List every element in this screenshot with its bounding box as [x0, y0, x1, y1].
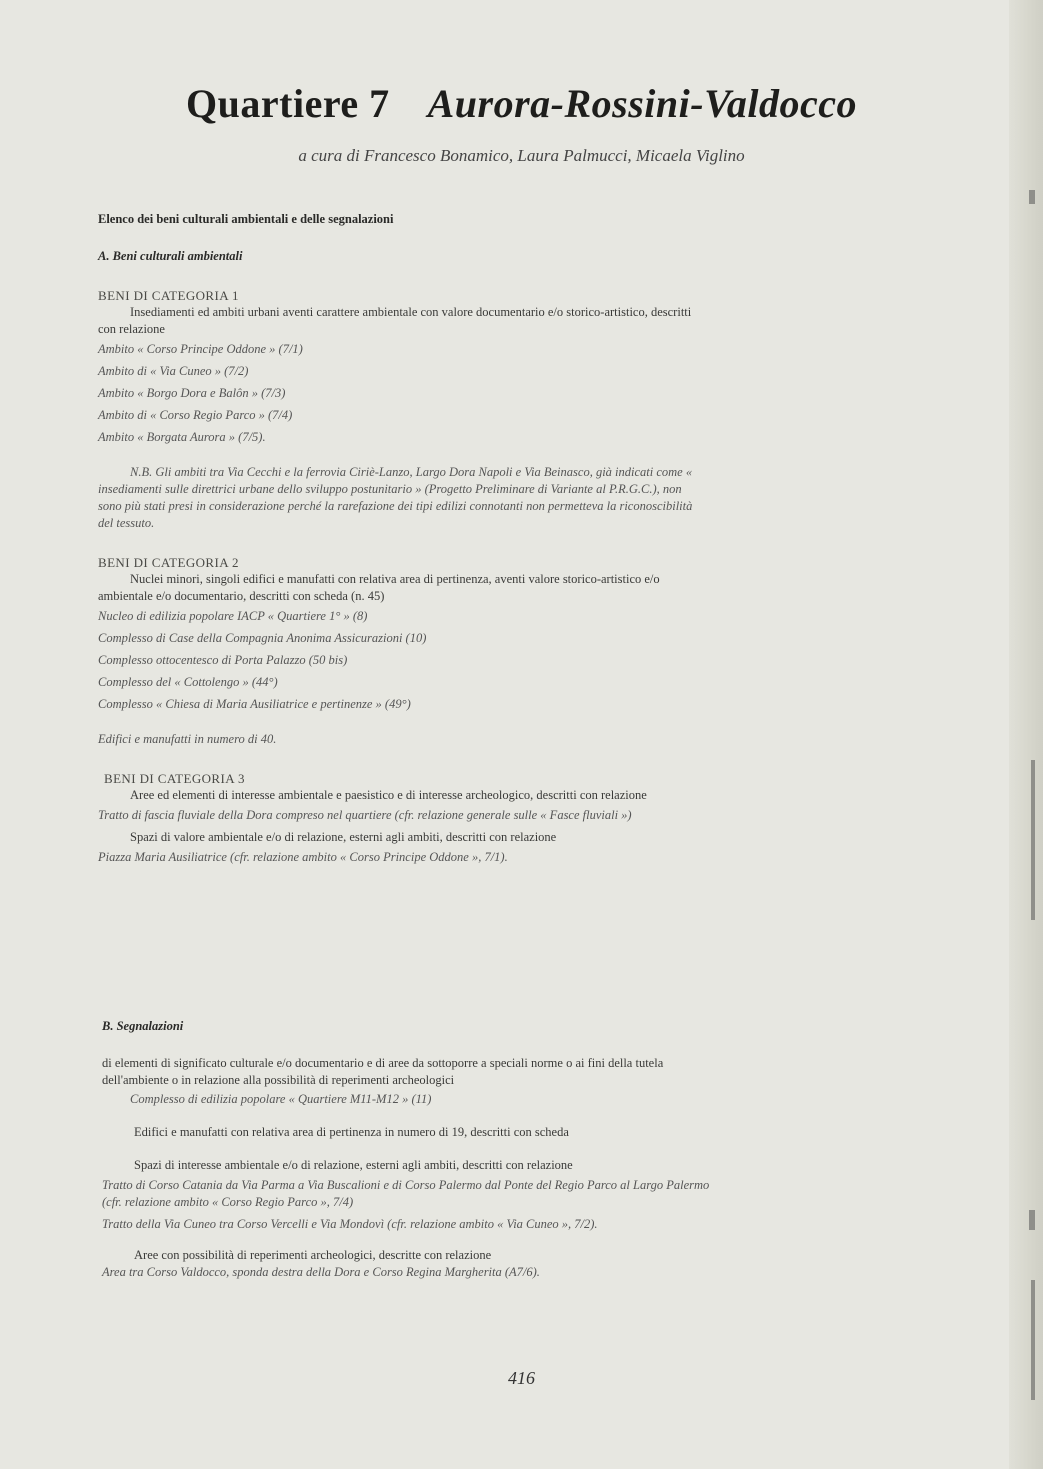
cat1-item: Ambito « Corso Principe Oddone » (7/1): [98, 342, 303, 356]
cat2-description: Nuclei minori, singoli edifici e manufatti con relativa area di pertinenza, aventi valore storico-artistico e/o ambientale e/o documentario, descritti con scheda (n. 45): [98, 572, 660, 603]
cat2-item: Complesso ottocentesco di Porta Palazzo (50 bis): [98, 653, 348, 667]
page-subtitle: a cura di Francesco Bonamico, Laura Palmucci, Micaela Viglino: [298, 146, 745, 165]
segnalazione-edifici: Edifici e manufatti con relativa area di pertinenza in numero di 19, descritti con scheda: [134, 1125, 569, 1139]
cat3-item: Piazza Maria Ausiliatrice (cfr. relazione ambito « Corso Principe Oddone », 7/1).: [98, 850, 508, 864]
cat1-item: Ambito « Borgata Aurora » (7/5).: [98, 430, 266, 444]
cat1-item: Ambito di « Via Cuneo » (7/2): [98, 364, 249, 378]
page-number: 416: [508, 1368, 535, 1388]
segnalazione-item: Tratto della Via Cuneo tra Corso Vercelli e Via Mondovì (cfr. relazione ambito « Via Cuneo », 7/2).: [102, 1217, 598, 1231]
segnalazione-item: Area tra Corso Valdocco, sponda destra della Dora e Corso Regina Margherita (A7/6).: [102, 1265, 540, 1279]
cat3-description: Aree ed elementi di interesse ambientale e paesistico e di interesse archeologico, descritti con relazione: [130, 788, 647, 802]
segnalazione-spazi: Spazi di interesse ambientale e/o di relazione, esterni agli ambiti, descritti con relazione: [134, 1158, 573, 1172]
title-number: Quartiere 7: [186, 81, 390, 126]
title-place: Aurora-Rossini-Valdocco: [427, 81, 857, 126]
section-a-heading: A. Beni culturali ambientali: [98, 249, 243, 263]
segnalazione-item: Complesso di edilizia popolare « Quartiere M11-M12 » (11): [130, 1092, 432, 1106]
edge-mark: [1029, 190, 1035, 204]
section-b-intro: di elementi di significato culturale e/o documentario e di aree da sottoporre a speciali norme o ai fini della tutela dell'ambiente o in relazione alla possibilità di reperimenti archeologici: [102, 1056, 664, 1087]
cat1-note: N.B. Gli ambiti tra Via Cecchi e la ferrovia Ciriè-Lanzo, Largo Dora Napoli e Via Beinasco, già indicati come « insediamenti sulle direttrici urbane dello sviluppo postunitario » (Progetto Preliminare di Variante al P.R.G.C.), non sono più stati presi in considerazione perché la rarefazione dei tipi edilizi connotanti non permetteva la riconoscibilità del tessuto.: [98, 465, 693, 530]
cat1-title: BENI DI CATEGORIA 1: [98, 288, 239, 303]
edge-mark: [1029, 1210, 1035, 1230]
cat3-title: BENI DI CATEGORIA 3: [104, 771, 245, 786]
segnalazione-aree: Aree con possibilità di reperimenti archeologici, descritte con relazione: [134, 1248, 492, 1262]
cat3-description-2: Spazi di valore ambientale e/o di relazione, esterni agli ambiti, descritti con relazione: [130, 830, 557, 844]
list-title: Elenco dei beni culturali ambientali e delle segnalazioni: [98, 212, 394, 226]
cat1-item: Ambito di « Corso Regio Parco » (7/4): [98, 408, 293, 422]
page-title: [0, 80, 1043, 127]
cat2-item: Complesso del « Cottolengo » (44°): [98, 675, 278, 689]
cat1-description: Insediamenti ed ambiti urbani aventi carattere ambientale con valore documentario e/o storico-artistico, descritti con relazione: [98, 305, 692, 336]
section-b: [102, 1018, 712, 1281]
cat2-item: Nucleo di edilizia popolare IACP « Quartiere 1° » (8): [98, 609, 368, 623]
page-edge: [1009, 0, 1043, 1469]
cat1-item: Ambito « Borgo Dora e Balôn » (7/3): [98, 386, 286, 400]
edge-mark: [1031, 760, 1035, 920]
cat2-item: Complesso « Chiesa di Maria Ausiliatrice e pertinenze » (49°): [98, 697, 411, 711]
segnalazione-item: Tratto di Corso Catania da Via Parma a Via Buscalioni e di Corso Palermo dal Ponte del Regio Parco al Largo Palermo (cfr. relazione ambito « Corso Regio Parco », 7/4): [102, 1178, 710, 1209]
cat3-item: Tratto di fascia fluviale della Dora compreso nel quartiere (cfr. relazione generale sulle « Fasce fluviali »): [98, 808, 632, 822]
section-a: [98, 211, 708, 866]
cat2-title: BENI DI CATEGORIA 2: [98, 555, 239, 570]
cat2-count: Edifici e manufatti in numero di 40.: [98, 732, 277, 746]
section-b-heading: B. Segnalazioni: [102, 1019, 184, 1033]
cat2-item: Complesso di Case della Compagnia Anonima Assicurazioni (10): [98, 631, 427, 645]
